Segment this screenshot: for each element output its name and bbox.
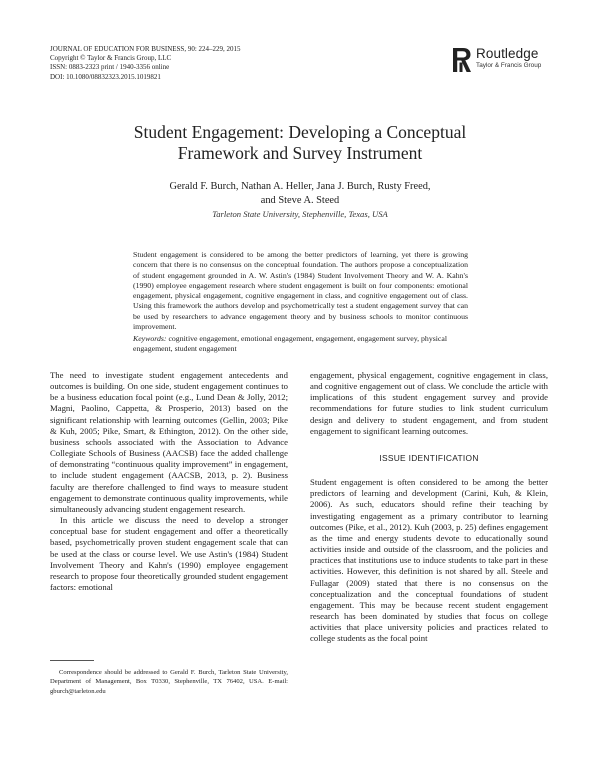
footnote-text: Correspondence should be addressed to Gerald F. Burch, Tarleton State University, Department of Management, Box T0330, Stephenville, TX 76402, USA. E-mail: gburch@tarleton.edu [50, 669, 288, 695]
body-paragraph: Student engagement is often considered to be among the better predictors of learning and development (Carini, Kuh, & Klein, 2006). As such, educators should refine their teaching by investigating engagement as a primary contributor to learning outcomes (Pike, et al., 2012). Kuh (2003, p. 25) defines engagement as the time and energy students devote to educationally sound activities inside and outside of the classroom, and the policies and practices that institutions use to induce students to take part in these activities. However, this definition is not shared by all. Steele and Fullagar (2009) stated that there is no consensus on the conceptualization and the conceptual foundations of student engagement. This may be because recent student engagement research has been dominated by studies that focus on college activities that place university policies and practices related to college students as the focal point [310, 477, 548, 644]
title-line-1: Student Engagement: Developing a Conceptual [133, 122, 467, 142]
doi-line: DOI: 10.1080/08832323.2015.1019821 [50, 72, 161, 81]
body-column-right [310, 370, 548, 644]
author-affiliation: Tarleton State University, Stephenville, Texas, USA [212, 209, 388, 219]
abstract: Student engagement is considered to be among the better predictors of learning, yet there is growing concern that there is no consensus on the conceptual foundation. The authors propose a conceptualization of student engagement grounded in A. W. Astin's (1984) Student Involvement Theory and W. A. Kahn's (1990) employee engagement research where student engagement is built on four components: emotional engagement, physical engagement, cognitive engagement in class, and cognitive engagement out of class. Using this framework the authors develop and psychometrically test a student engagement survey that can be used by researchers to advance engagement theory and by business schools to monitor continuous improvement. [133, 250, 468, 332]
issn-line: ISSN: 0883-2323 print / 1940-3356 online [50, 63, 170, 72]
publisher-name: Routledge [476, 46, 539, 61]
section-heading: ISSUE IDENTIFICATION [379, 452, 479, 463]
body-paragraph: engagement, physical engagement, cognitive engagement in class, and cognitive engagement out of class. We conclude the article with implications of this student engagement survey and provide recommendations for future studies to link student curriculum design and delivery to student engagement, and from student engagement to significant learning outcomes. [310, 370, 548, 436]
body-paragraph: The need to investigate student engagement antecedents and outcomes is building. On one side, student engagement continues to be a business education focal point (e.g., Lund Dean & Jolly, 2012; Magni, Paolino, Cappetta, & Prosperio, 2013) based on the significant relationship with learning outcomes (Gellin, 2003; Pike & Kuh, 2005; Pike, Smart, & Ethington, 2012). On the other side, business schools associated with the Association to Advance Collegiate Schools of Business (AACSB) face the added challenge of demonstrating “continuous quality improvement” in engagement, to include student engagement (AACSB, 2013, p. 2). Business faculty are therefore challenged to find ways to measure student engagement to demonstrate continuous quality improvements, while simultaneously advancing student engagement research. [50, 370, 288, 514]
copyright-line: Copyright © Taylor & Francis Group, LLC [50, 54, 172, 63]
journal-citation: JOURNAL OF EDUCATION FOR BUSINESS, 90: 224–229, 2015 [50, 45, 241, 53]
journal-info [50, 45, 241, 82]
author-list [110, 180, 490, 208]
keywords [133, 334, 468, 355]
article-title [90, 122, 510, 164]
authors-line-2: and Steve A. Steed [260, 195, 340, 206]
routledge-r-logo-icon [452, 47, 472, 73]
publisher-subtitle: Taylor & Francis Group [476, 62, 542, 69]
correspondence-footnote [50, 668, 288, 696]
title-line-2: Framework and Survey Instrument [177, 143, 423, 163]
publisher-logo [452, 45, 552, 75]
authors-line-1: Gerald F. Burch, Nathan A. Heller, Jana J. Burch, Rusty Freed, [169, 181, 431, 192]
footnote-divider [50, 660, 94, 661]
body-column-left [50, 370, 288, 593]
keywords-list: cognitive engagement, emotional engagement, engagement, engagement survey, physical engagement, student engagement [133, 334, 448, 354]
keywords-label: Keywords: [133, 334, 167, 343]
body-paragraph: In this article we discuss the need to develop a stronger conceptual base for student engagement and offer a theoretically based, psychometrically proven student engagement scale that can be used at the class or course level. We use Astin's (1984) Student Involvement Theory and Kahn's (1990) employee engagement research to propose four theoretically grounded student engagement factors: emotional [50, 515, 288, 592]
